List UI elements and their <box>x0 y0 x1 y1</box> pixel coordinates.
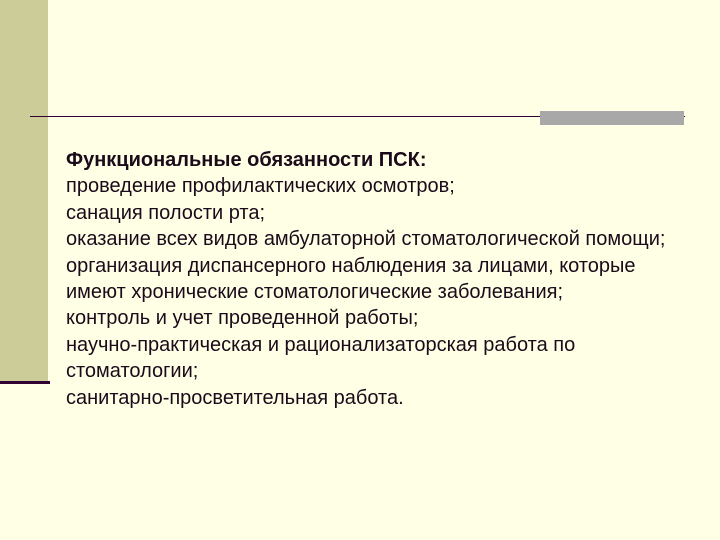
list-item: научно-практическая и рационализаторская работа по стоматологии; <box>66 333 576 383</box>
list-item: оказание всех видов амбулаторной стоматологической помощи; <box>66 228 666 251</box>
slide-body <box>66 147 666 411</box>
list-item: санитарно-просветительная работа. <box>66 386 404 409</box>
list-item: санация полости рта; <box>66 201 266 224</box>
list-item: проведение профилактических осмотров; <box>66 175 455 198</box>
list-item: организация диспансерного наблюдения за лицами, которые имеют хронические стоматологические заболевания; <box>66 254 636 304</box>
left-bar-underline <box>0 381 50 384</box>
list-item: контроль и учет проведенной работы; <box>66 307 419 330</box>
header-accent-block <box>540 111 684 125</box>
left-decorative-bar <box>0 0 48 382</box>
slide-heading: Функциональные обязанности ПСК: <box>66 149 427 171</box>
